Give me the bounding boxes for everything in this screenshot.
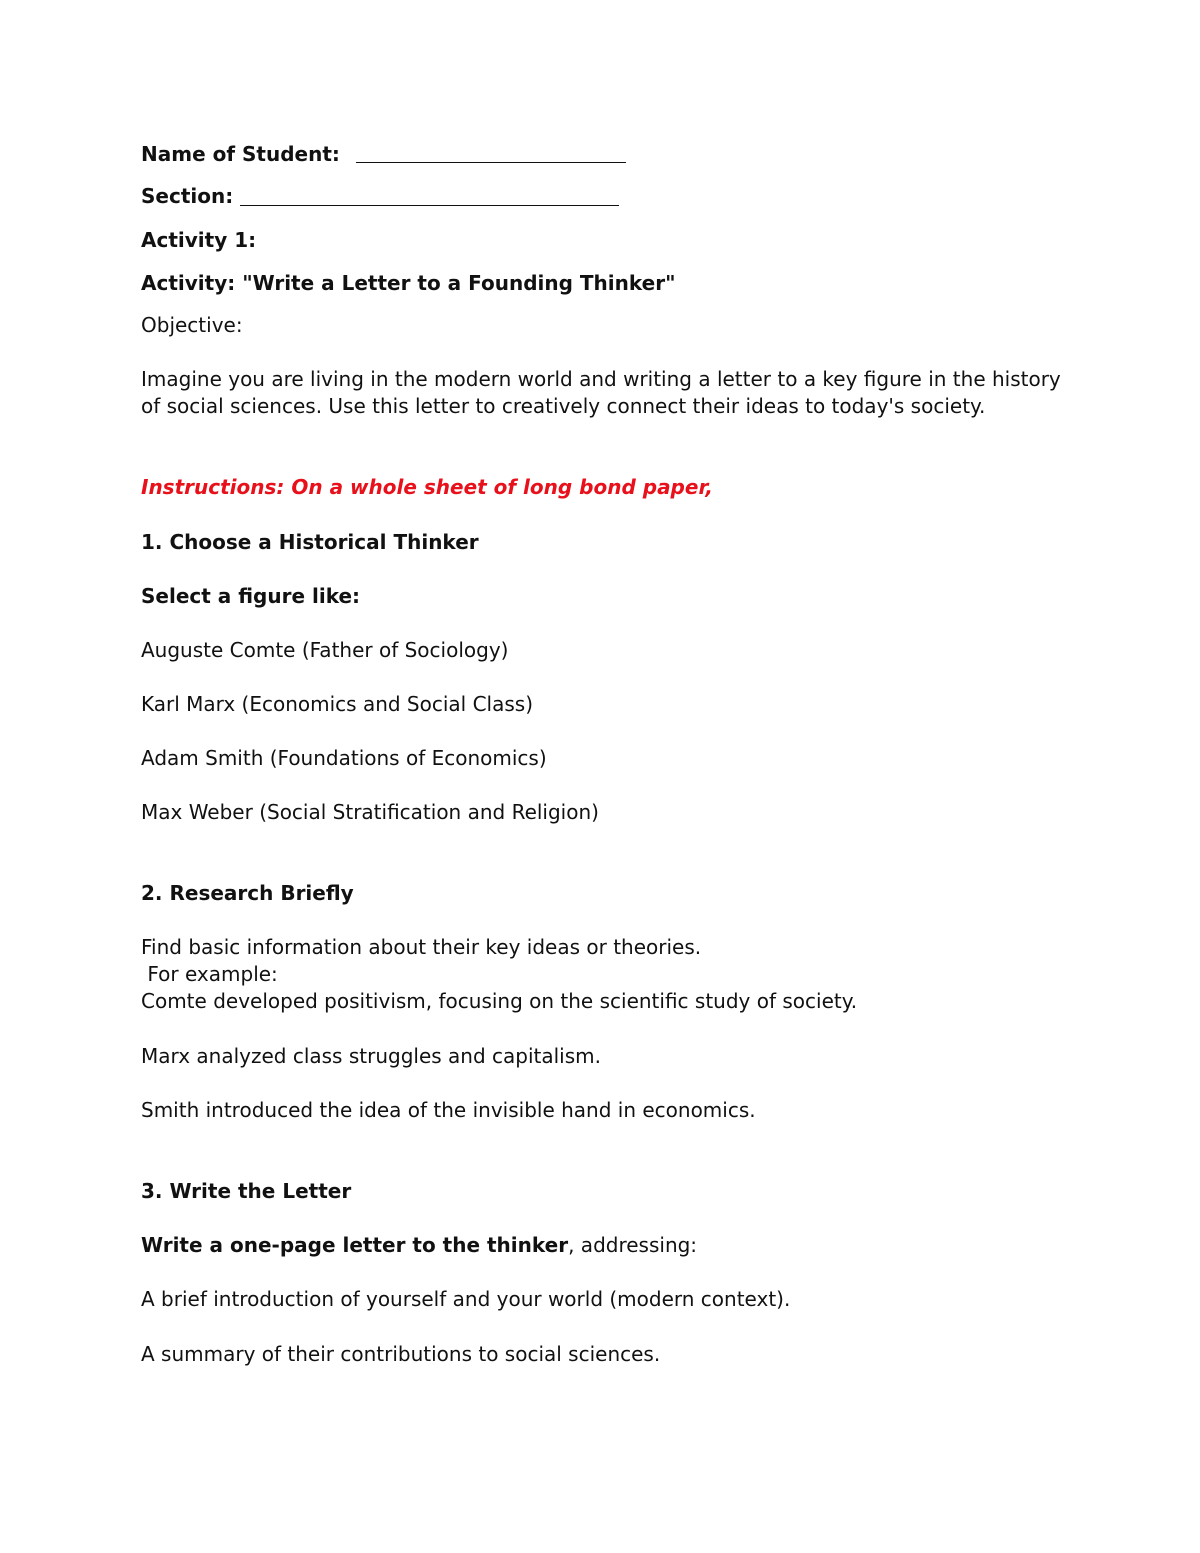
objective-text: Imagine you are living in the modern world and writing a letter to a key figure in the history of social sciences. Use this letter to creatively connect their ideas to today's society. xyxy=(141,367,1061,418)
example-item: Comte developed positivism, focusing on the scientific study of society. xyxy=(141,989,858,1013)
instructions-text: Instructions: On a whole sheet of long bond paper, xyxy=(141,475,713,499)
step3-task xyxy=(141,1232,697,1258)
example-item: Smith introduced the idea of the invisible hand in economics. xyxy=(141,1098,756,1122)
step2-heading: 2. Research Briefly xyxy=(141,881,354,905)
activity-number: Activity 1: xyxy=(141,228,257,252)
step3-task-bold: Write a one-page letter to the thinker xyxy=(141,1233,569,1257)
figure-item: Auguste Comte (Father of Sociology) xyxy=(141,638,509,662)
step1-subheading: Select a figure like: xyxy=(141,584,361,608)
activity-title: Activity: "Write a Letter to a Founding Thinker" xyxy=(141,271,676,295)
figure-item: Karl Marx (Economics and Social Class) xyxy=(141,692,534,716)
section-label: Section: xyxy=(141,184,234,208)
student-name-label: Name of Student: xyxy=(141,142,340,166)
figure-item: Max Weber (Social Stratification and Religion) xyxy=(141,800,599,824)
objective-label: Objective: xyxy=(141,313,243,337)
step2-intro: Find basic information about their key ideas or theories. xyxy=(141,935,702,959)
letter-point: A summary of their contributions to social sciences. xyxy=(141,1342,661,1366)
section-blank xyxy=(240,205,619,206)
step2-example-label: For example: xyxy=(141,962,278,986)
student-name-blank xyxy=(356,162,626,163)
step1-heading: 1. Choose a Historical Thinker xyxy=(141,530,479,554)
step3-heading: 3. Write the Letter xyxy=(141,1179,352,1203)
example-item: Marx analyzed class struggles and capitalism. xyxy=(141,1044,601,1068)
step3-task-rest: , addressing: xyxy=(568,1233,698,1257)
letter-point: A brief introduction of yourself and your world (modern context). xyxy=(141,1287,791,1311)
figure-item: Adam Smith (Foundations of Economics) xyxy=(141,746,547,770)
